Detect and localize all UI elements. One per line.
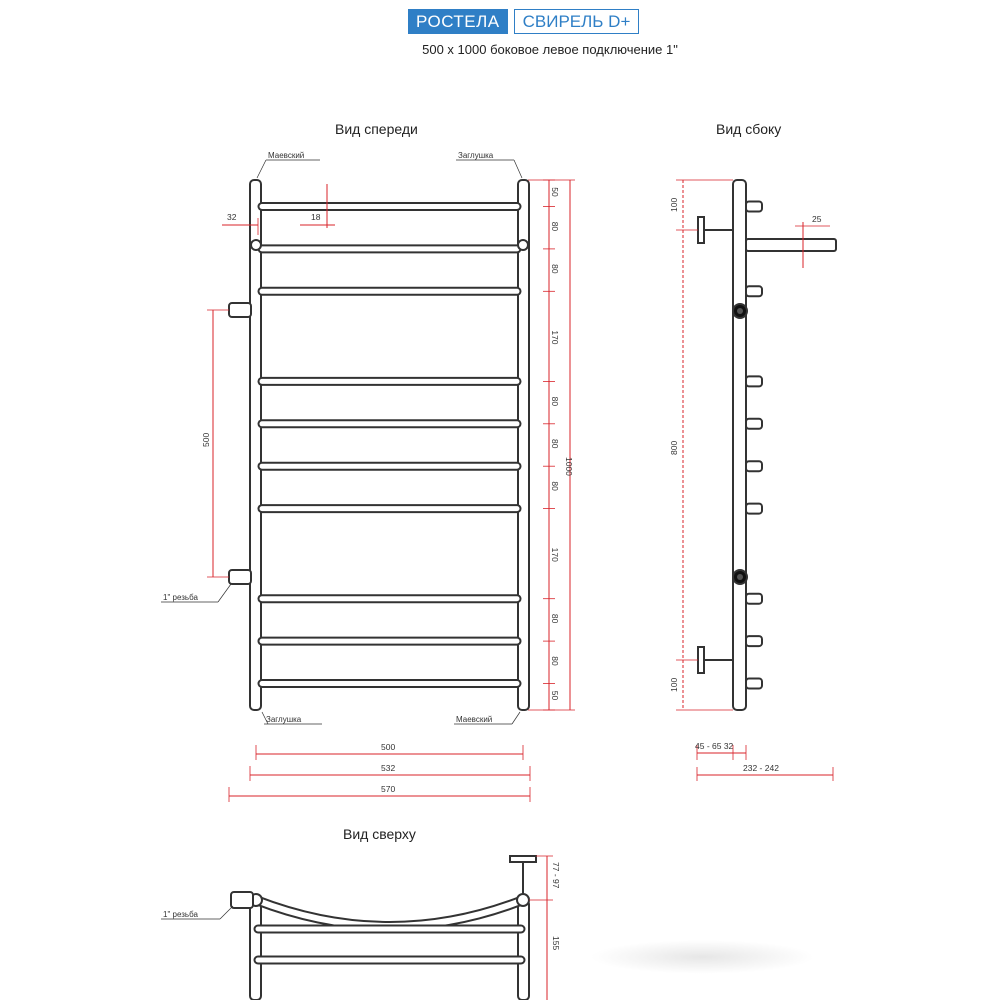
dim-18: 18 — [311, 212, 321, 222]
left-collector — [250, 180, 261, 710]
dim-spacing-2: 80 — [550, 264, 560, 274]
label-thread-front: 1" резьба — [163, 593, 198, 602]
dim-spacing-4: 80 — [550, 396, 560, 407]
dim-spacing-6: 80 — [550, 481, 560, 491]
dim-side-800: 800 — [669, 440, 679, 455]
label-thread-top: 1" резьба — [163, 910, 198, 919]
rungs — [262, 207, 517, 684]
label-plug-top: Заглушка — [458, 151, 494, 160]
right-joint-circle — [518, 240, 528, 250]
side-crossbar — [746, 239, 836, 251]
dim-side-100-top: 100 — [669, 197, 679, 212]
dim-side-45-65: 45 - 65 32 — [695, 741, 734, 751]
dim-spacing-7: 170 — [550, 547, 560, 562]
upper-inlet — [229, 303, 251, 317]
side-stub-8 — [746, 636, 762, 646]
dim-spacing-10: 50 — [550, 690, 560, 701]
dim-500-horizontal: 500 — [381, 742, 396, 752]
side-stub-7 — [746, 594, 762, 604]
left-joint-circle — [251, 240, 261, 250]
dim-top-77-97: 77 - 97 — [551, 862, 561, 889]
dim-1000: 1000 — [564, 457, 574, 476]
label-maevsky-top: Маевский — [268, 151, 305, 160]
side-stub-3 — [746, 376, 762, 386]
side-stub-5 — [746, 461, 762, 471]
dim-spacing-8: 80 — [550, 613, 560, 624]
side-rung-stubs — [746, 202, 762, 689]
side-stub-0 — [746, 202, 762, 212]
dim-side-100-bottom: 100 — [669, 677, 679, 692]
side-stub-9 — [746, 679, 762, 689]
wall-bracket-bottom — [698, 647, 704, 673]
side-stub-2 — [746, 286, 762, 296]
side-dimensions — [669, 180, 833, 781]
label-maevsky-bottom: Маевский — [456, 715, 493, 724]
dim-side-25: 25 — [812, 214, 822, 224]
side-view-frame — [698, 180, 836, 710]
dim-spacing-9: 80 — [550, 656, 560, 666]
label-plug-bottom: Заглушка — [266, 715, 302, 724]
side-collector — [733, 180, 746, 710]
front-view-frame — [229, 180, 529, 710]
dim-570: 570 — [381, 784, 396, 794]
dim-500-vertical: 500 — [201, 432, 211, 447]
top-view-title: Вид сверху — [343, 826, 416, 842]
dim-spacing-1: 80 — [550, 221, 560, 232]
lower-inlet — [229, 570, 251, 584]
dim-spacing-0: 50 — [550, 187, 560, 197]
subtitle: 500 x 1000 боковое левое подключение 1" — [422, 42, 678, 57]
right-collector — [518, 180, 529, 710]
side-view-title: Вид сбоку — [716, 121, 782, 137]
dim-top-155: 155 — [551, 936, 561, 951]
top-view-frame — [231, 856, 536, 1000]
model-name: СВИРЕЛЬ D+ — [514, 9, 640, 34]
spacing-ticks — [543, 180, 560, 710]
side-stub-4 — [746, 419, 762, 429]
dim-32: 32 — [227, 212, 237, 222]
wall-bracket-top — [698, 217, 704, 243]
front-view-title: Вид спереди — [335, 121, 418, 137]
dim-side-232-242: 232 - 242 — [743, 763, 779, 773]
top-wall-bracket — [510, 856, 536, 862]
watermark-shadow — [590, 940, 815, 974]
side-stub-6 — [746, 504, 762, 514]
dim-spacing-5: 80 — [550, 439, 560, 449]
top-inlet — [231, 892, 253, 908]
dim-532: 532 — [381, 763, 396, 773]
brand-name: РОСТЕЛА — [408, 9, 508, 34]
dim-spacing-3: 170 — [550, 330, 560, 345]
